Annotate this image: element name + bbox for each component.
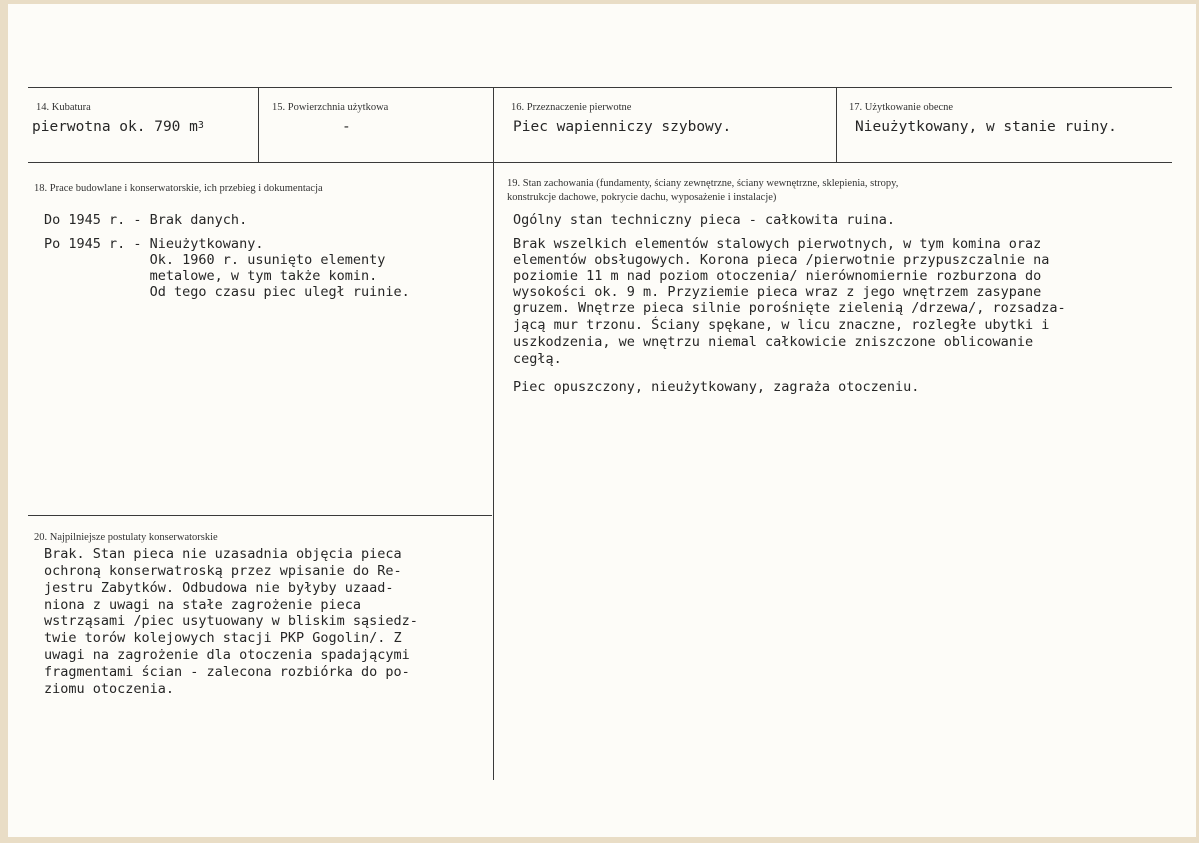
field-20-line: uwagi na zagrożenie dla otoczenia spadającymi bbox=[44, 647, 410, 663]
field-19-line: cegłą. bbox=[513, 351, 562, 367]
field-20-line: twie torów kolejowych stacji PKP Gogolin/. Z bbox=[44, 630, 402, 646]
field-14-unit-superscript: 3 bbox=[197, 120, 204, 131]
field-20-line: jestru Zabytków. Odbudowa nie byłyby uzaad- bbox=[44, 580, 394, 596]
rule-col-17 bbox=[836, 87, 837, 162]
field-18-line: Do 1945 r. - Brak danych. bbox=[44, 212, 248, 228]
rule-top bbox=[28, 87, 1172, 88]
field-19-line: elementów obsługowych. Korona pieca /pierwotnie przypuszczalnie na bbox=[513, 252, 1050, 268]
field-17-value: Nieużytkowany, w stanie ruiny. bbox=[855, 119, 1117, 135]
field-19-label: konstrukcje dachowe, pokrycie dachu, wyposażenie i instalacje) bbox=[507, 192, 777, 203]
rule-section-20-top bbox=[28, 515, 492, 516]
field-14-text: pierwotna ok. 790 m bbox=[32, 119, 198, 135]
field-20-line: Brak. Stan pieca nie uzasadnia objęcia pieca bbox=[44, 546, 402, 562]
field-20-line: ochroną konserwatroską przez wpisanie do Re- bbox=[44, 563, 402, 579]
field-14-value bbox=[32, 119, 204, 137]
field-18-line: metalowe, w tym także komin. bbox=[44, 268, 378, 284]
field-16-value: Piec wapienniczy szybowy. bbox=[513, 119, 732, 135]
field-19-line: wysokości ok. 9 m. Przyziemie pieca wraz z jego wnętrzem zasypane bbox=[513, 284, 1042, 300]
field-19-line: uszkodzenia, we wnętrzu niemal całkowicie zniszczone oblicowanie bbox=[513, 334, 1034, 350]
field-19-paragraph-1: Ogólny stan techniczny pieca - całkowita ruina. bbox=[513, 212, 896, 228]
field-20-line: fragmentami ścian - zalecona rozbiórka do po- bbox=[44, 664, 410, 680]
field-20-line: ziomu otoczenia. bbox=[44, 681, 175, 697]
field-19-line: gruzem. Wnętrze pieca silnie porośnięte zielenią /drzewa/, rozsadza- bbox=[513, 300, 1066, 316]
field-19-line: jącą mur trzonu. Ściany spękane, w licu znaczne, rozległe ubytki i bbox=[513, 317, 1050, 333]
field-18-line: Ok. 1960 r. usunięto elementy bbox=[44, 252, 386, 268]
field-18-line: Po 1945 r. - Nieużytkowany. bbox=[44, 236, 264, 252]
rule-col-16 bbox=[493, 87, 494, 780]
field-18-line: Od tego czasu piec uległ ruinie. bbox=[44, 284, 410, 300]
rule-row1-bottom bbox=[28, 162, 1172, 163]
field-19-paragraph-3: Piec opuszczony, nieużytkowany, zagraża otoczeniu. bbox=[513, 379, 920, 395]
field-19-label: 19. Stan zachowania (fundamenty, ściany zewnętrzne, ściany wewnętrzne, sklepienia, stropy, bbox=[507, 178, 899, 189]
field-15-value: - bbox=[342, 119, 351, 135]
rule-col-15 bbox=[258, 87, 259, 162]
field-18-label: 18. Prace budowlane i konserwatorskie, ich przebieg i dokumentacja bbox=[34, 183, 323, 194]
field-19-line: poziomie 11 m nad poziom otoczenia/ nierównomiernie rozburzona do bbox=[513, 268, 1042, 284]
field-16-label: 16. Przeznaczenie pierwotne bbox=[511, 102, 632, 113]
field-20-label: 20. Najpilniejsze postulaty konserwatorskie bbox=[34, 532, 218, 543]
field-14-label: 14. Kubatura bbox=[36, 102, 91, 113]
field-15-label: 15. Powierzchnia użytkowa bbox=[272, 102, 389, 113]
field-20-line: niona z uwagi na stałe zagrożenie pieca bbox=[44, 597, 361, 613]
field-19-line: Brak wszelkich elementów stalowych pierwotnych, w tym komina oraz bbox=[513, 236, 1042, 252]
field-17-label: 17. Użytkowanie obecne bbox=[849, 102, 954, 113]
field-20-line: wstrząsami /piec usytuowany w bliskim sąsiedz- bbox=[44, 613, 418, 629]
